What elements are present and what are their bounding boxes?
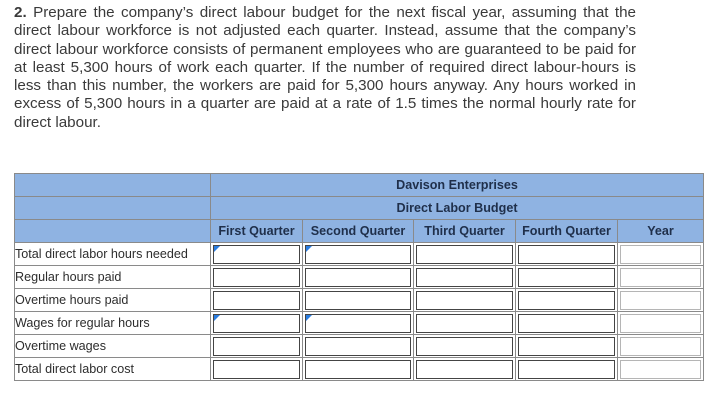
row-label-overtime-hours-paid: Overtime hours paid	[15, 289, 211, 312]
budget-title: Direct Labor Budget	[211, 197, 704, 220]
input-total-hours-q1[interactable]	[213, 245, 300, 264]
input-overtime-wages-q2[interactable]	[305, 337, 411, 356]
column-header-q2: Second Quarter	[303, 220, 414, 243]
input-regular-hours-q1[interactable]	[213, 268, 300, 287]
row-label-regular-hours-paid: Regular hours paid	[15, 266, 211, 289]
input-total-hours-q3[interactable]	[416, 245, 513, 264]
direct-labor-budget-table	[14, 173, 704, 381]
column-header-q4: Fourth Quarter	[516, 220, 618, 243]
input-overtime-hours-q3[interactable]	[416, 291, 513, 310]
input-regular-wages-q3[interactable]	[416, 314, 513, 333]
input-regular-wages-q1[interactable]	[213, 314, 300, 333]
row-label-total-hours-needed: Total direct labor hours needed	[15, 243, 211, 266]
table-row	[15, 266, 704, 289]
input-overtime-wages-year[interactable]	[620, 337, 701, 356]
input-total-hours-q2[interactable]	[305, 245, 411, 264]
input-regular-hours-q3[interactable]	[416, 268, 513, 287]
input-regular-wages-year[interactable]	[620, 314, 701, 333]
company-name: Davison Enterprises	[211, 174, 704, 197]
table-row	[15, 312, 704, 335]
input-regular-hours-year[interactable]	[620, 268, 701, 287]
input-total-cost-q1[interactable]	[213, 360, 300, 379]
input-overtime-wages-q1[interactable]	[213, 337, 300, 356]
input-overtime-hours-q1[interactable]	[213, 291, 300, 310]
row-label-wages-regular-hours: Wages for regular hours	[15, 312, 211, 335]
input-total-cost-q4[interactable]	[518, 360, 615, 379]
column-header-q1: First Quarter	[211, 220, 303, 243]
question-text-block	[14, 4, 636, 132]
table-row	[15, 358, 704, 381]
input-regular-hours-q2[interactable]	[305, 268, 411, 287]
input-total-hours-q4[interactable]	[518, 245, 615, 264]
input-overtime-hours-q4[interactable]	[518, 291, 615, 310]
input-regular-hours-q4[interactable]	[518, 268, 615, 287]
input-overtime-hours-year[interactable]	[620, 291, 701, 310]
table-row	[15, 335, 704, 358]
input-overtime-hours-q2[interactable]	[305, 291, 411, 310]
column-header-q3: Third Quarter	[414, 220, 516, 243]
row-label-total-direct-labor-cost: Total direct labor cost	[15, 358, 211, 381]
input-total-cost-year[interactable]	[620, 360, 701, 379]
table-row	[15, 289, 704, 312]
header-blank-cell	[15, 197, 211, 220]
header-blank-cell	[15, 220, 211, 243]
row-label-overtime-wages: Overtime wages	[15, 335, 211, 358]
question-body: Prepare the company’s direct labour budget for the next fiscal year, assuming that the direct labour workforce is not adjusted each quarter. Instead, assume that the company’s direct labour workforce consists of permanent employees who are guaranteed to be paid for at least 5,300 hours of work each quarter. If the number of required direct labour-hours is less than this number, the workers are paid for 5,300 hours anyway. Any hours worked in excess of 5,300 hours in a quarter are paid at a rate of 1.5 times the normal hourly rate for direct labour.	[14, 4, 636, 131]
column-header-year: Year	[618, 220, 704, 243]
input-total-hours-year[interactable]	[620, 245, 701, 264]
input-overtime-wages-q4[interactable]	[518, 337, 615, 356]
input-regular-wages-q4[interactable]	[518, 314, 615, 333]
input-total-cost-q2[interactable]	[305, 360, 411, 379]
input-overtime-wages-q3[interactable]	[416, 337, 513, 356]
input-regular-wages-q2[interactable]	[305, 314, 411, 333]
input-total-cost-q3[interactable]	[416, 360, 513, 379]
header-blank-cell	[15, 174, 211, 197]
question-number: 2.	[14, 4, 27, 21]
table-row	[15, 243, 704, 266]
